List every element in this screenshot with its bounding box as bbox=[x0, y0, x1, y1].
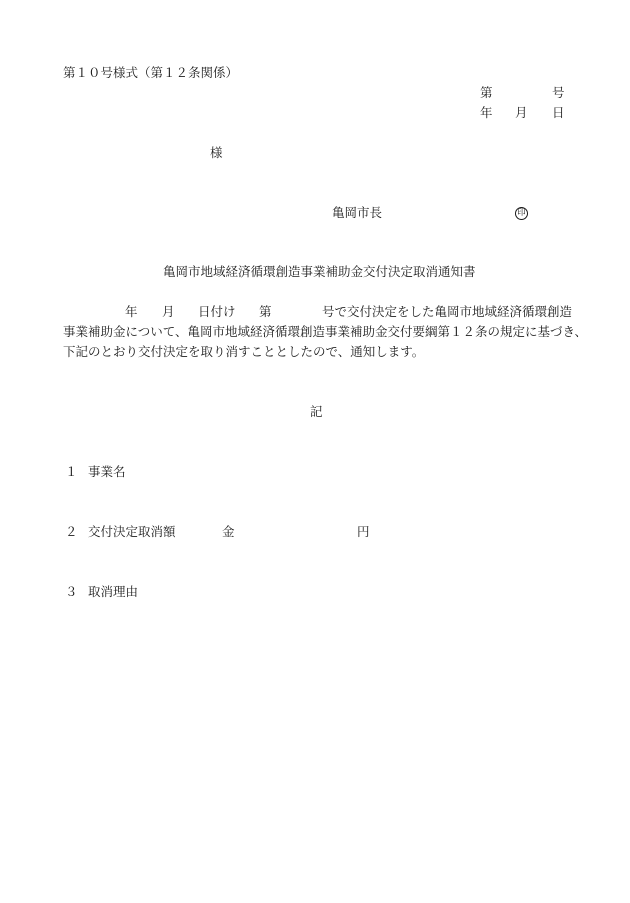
item-1-number: １ bbox=[65, 464, 78, 479]
item-3-number: ３ bbox=[65, 584, 78, 599]
item-2-number: ２ bbox=[65, 524, 78, 539]
body-year: 年 bbox=[125, 304, 138, 319]
item-2-label: 交付決定取消額 bbox=[88, 524, 176, 539]
number-prefix: 第 bbox=[480, 85, 493, 100]
body-num-prefix: 第 bbox=[259, 304, 272, 319]
item-3-label: 取消理由 bbox=[88, 584, 139, 599]
date-day: 日 bbox=[552, 105, 565, 120]
date-year: 年 bbox=[480, 105, 493, 120]
date-month: 月 bbox=[515, 105, 528, 120]
issuer-name: 亀岡市長 bbox=[332, 205, 383, 220]
body-line3: 下記のとおり交付決定を取り消すこととしたので、通知します。 bbox=[63, 344, 425, 359]
number-suffix: 号 bbox=[552, 85, 565, 100]
seal-mark: 印 bbox=[515, 207, 528, 220]
item-2-currency-suffix: 円 bbox=[357, 524, 370, 539]
addressee-suffix: 様 bbox=[210, 145, 223, 160]
body-line2: 事業補助金について、亀岡市地域経済循環創造事業補助金交付要綱第１２条の規定に基づき、 bbox=[63, 324, 588, 339]
body-dated: 日付け bbox=[198, 304, 236, 319]
item-2-currency-prefix: 金 bbox=[222, 524, 235, 539]
body-month: 月 bbox=[162, 304, 175, 319]
item-1-label: 事業名 bbox=[88, 464, 126, 479]
ki-heading: 記 bbox=[310, 404, 323, 419]
form-number: 第１０号様式（第１２条関係） bbox=[63, 65, 239, 80]
document-title: 亀岡市地域経済循環創造事業補助金交付決定取消通知書 bbox=[163, 264, 476, 279]
body-line1-rest: 号で交付決定をした亀岡市地域経済循環創造 bbox=[322, 304, 573, 319]
